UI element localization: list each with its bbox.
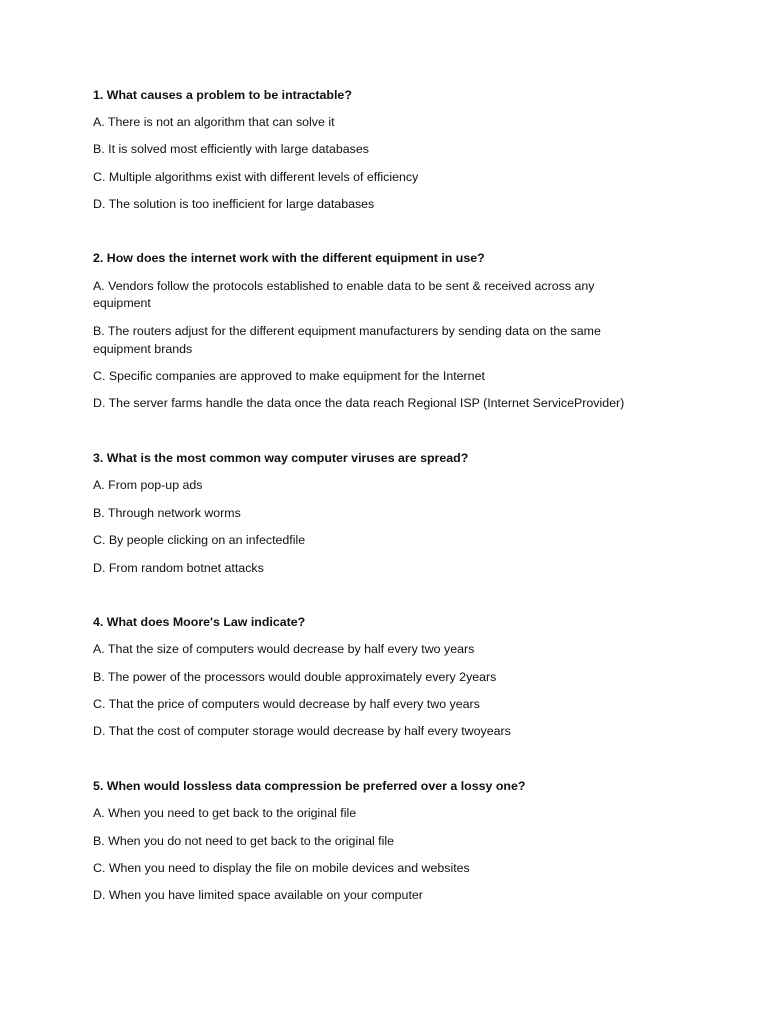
question-1-option-a: A. There is not an algorithm that can solve it bbox=[93, 115, 335, 129]
question-2-option-a: A. Vendors follow the protocols established to enable data to be sent & received across any bbox=[93, 279, 595, 293]
question-2-option-b-cont: equipment brands bbox=[93, 342, 193, 356]
question-1-option-b: B. It is solved most efficiently with large databases bbox=[93, 142, 369, 156]
question-2-option-c: C. Specific companies are approved to make equipment for the Internet bbox=[93, 369, 485, 383]
question-3-text: 3. What is the most common way computer viruses are spread? bbox=[93, 451, 469, 465]
question-5-text: 5. When would lossless data compression be preferred over a lossy one? bbox=[93, 779, 526, 793]
question-5-option-a: A. When you need to get back to the original file bbox=[93, 806, 357, 820]
question-4-option-c: C. That the price of computers would decrease by half every two years bbox=[93, 697, 480, 711]
question-4-text: 4. What does Moore's Law indicate? bbox=[93, 615, 306, 629]
question-5-option-c: C. When you need to display the file on mobile devices and websites bbox=[93, 861, 470, 875]
question-2-option-b: B. The routers adjust for the different equipment manufacturers by sending data on the same bbox=[93, 324, 601, 338]
question-1-option-d: D. The solution is too inefficient for large databases bbox=[93, 197, 375, 211]
question-4-option-a: A. That the size of computers would decrease by half every two years bbox=[93, 642, 475, 656]
question-3-option-a: A. From pop-up ads bbox=[93, 478, 203, 492]
question-1-option-c: C. Multiple algorithms exist with different levels of efficiency bbox=[93, 170, 419, 184]
question-2-option-a-cont: equipment bbox=[93, 296, 151, 310]
question-4-option-d: D. That the cost of computer storage would decrease by half every twoyears bbox=[93, 724, 511, 738]
question-3-option-d: D. From random botnet attacks bbox=[93, 561, 264, 575]
question-5-option-d: D. When you have limited space available on your computer bbox=[93, 888, 423, 902]
question-5-option-b: B. When you do not need to get back to the original file bbox=[93, 834, 395, 848]
question-2-option-d: D. The server farms handle the data once the data reach Regional ISP (Internet ServiceProvider) bbox=[93, 396, 625, 410]
question-2-text: 2. How does the internet work with the different equipment in use? bbox=[93, 251, 485, 265]
question-3-option-c: C. By people clicking on an infectedfile bbox=[93, 533, 306, 547]
question-4-option-b: B. The power of the processors would double approximately every 2years bbox=[93, 670, 497, 684]
question-3-option-b: B. Through network worms bbox=[93, 506, 241, 520]
question-1-text: 1. What causes a problem to be intractable? bbox=[93, 88, 352, 102]
